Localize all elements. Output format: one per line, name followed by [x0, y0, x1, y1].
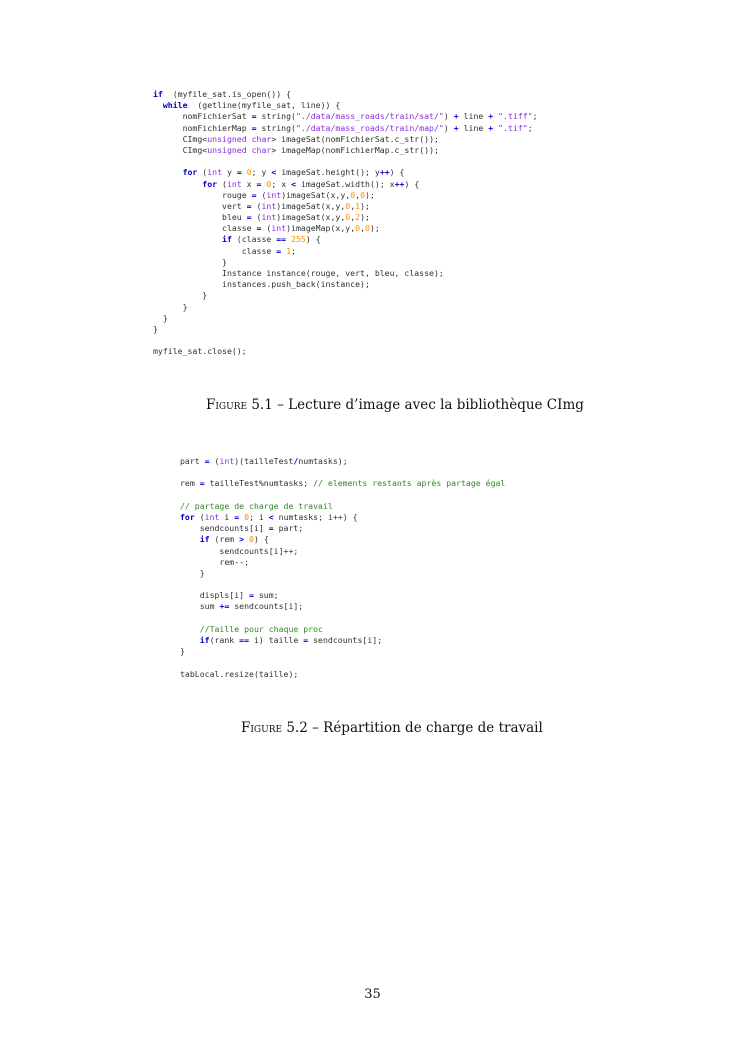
code-token: ) {: [389, 167, 405, 178]
code-line: [153, 346, 538, 357]
code-line: [153, 201, 538, 212]
caption-text: Lecture d’image avec la bibliothèque CImg: [288, 397, 584, 413]
code-token: part;: [273, 523, 304, 534]
code-line: [153, 111, 538, 122]
code-token: bleu: [153, 212, 247, 223]
code-token: +: [488, 111, 494, 122]
code-token: (: [251, 212, 262, 223]
code-token: )imageSat(x,y,: [281, 189, 351, 200]
code-token: while: [162, 100, 188, 111]
code-token: =: [276, 245, 282, 256]
code-line: [153, 290, 538, 301]
caption-text: Répartition de charge de travail: [323, 720, 543, 736]
code-token: ; x: [271, 178, 292, 189]
code-line: [180, 579, 505, 590]
code-token: sendcounts[i];: [308, 635, 383, 645]
figure-label: Figure 5.1: [206, 397, 273, 413]
code-token: }: [153, 312, 168, 323]
code-token: ,: [355, 189, 361, 200]
code-token: > imageMap(nomFichierMap.c_str());: [271, 144, 439, 155]
code-token: instances.push_back(instance);: [153, 279, 370, 290]
code-line: [153, 179, 538, 190]
code-token: ".tif": [493, 122, 528, 133]
code-token: [180, 624, 200, 634]
code-token: +=: [219, 601, 230, 612]
code-line: [153, 89, 538, 100]
code-line: [180, 590, 505, 601]
code-token: (: [197, 167, 208, 178]
code-token: // partage de charge de travail: [180, 500, 333, 511]
code-token: unsigned char: [207, 144, 272, 155]
code-line: [180, 568, 505, 579]
figure-caption-5-1: [206, 397, 584, 413]
code-token: x: [241, 178, 257, 189]
code-token: for: [202, 178, 218, 189]
code-token: "./data/mass_roads/train/sat/": [295, 111, 444, 122]
code-token: =: [251, 189, 257, 200]
code-token: (: [209, 456, 220, 466]
code-token: 1: [286, 245, 292, 256]
code-token: for: [180, 511, 195, 522]
code-token: 0: [249, 534, 254, 545]
code-token: int: [219, 456, 235, 466]
code-token: sum: [180, 601, 220, 612]
code-token: =: [268, 523, 274, 534]
code-token: <: [271, 167, 277, 178]
code-token: );: [365, 189, 375, 200]
code-token: (getline(myfile_sat, line)) {: [187, 100, 341, 111]
code-token: ++: [394, 178, 405, 189]
code-line: [180, 478, 505, 489]
code-token: 0: [345, 200, 351, 211]
figure-label: Figure 5.2: [241, 720, 308, 736]
code-token: +: [448, 111, 459, 122]
code-token: numtasks; i++) {: [273, 511, 358, 522]
code-token: <: [268, 511, 274, 522]
code-token: i: [219, 511, 235, 522]
code-line: [153, 335, 538, 346]
code-line: [153, 212, 538, 223]
code-token: sum;: [253, 590, 279, 601]
code-line: [180, 490, 505, 501]
code-token: [153, 167, 183, 177]
code-token: =: [234, 511, 240, 522]
code-token: ) {: [305, 234, 321, 245]
code-token: )imageMap(x,y,: [286, 223, 356, 234]
code-token: 0: [244, 511, 250, 522]
code-line: [180, 501, 505, 512]
code-line: [180, 646, 505, 657]
code-token: classe: [153, 223, 257, 234]
code-token: tabLocal.resize(taille);: [180, 668, 299, 679]
code-line: [180, 669, 505, 680]
code-line: [180, 467, 505, 478]
code-token: +: [488, 122, 494, 133]
code-token: (myfile_sat.is_open()) {: [162, 89, 292, 99]
code-token: );: [369, 223, 380, 234]
code-token: sendcounts[i]: [180, 523, 269, 534]
code-line: [153, 268, 538, 279]
code-token: =: [249, 590, 254, 601]
code-token: ,: [360, 223, 365, 234]
code-token: int: [204, 511, 220, 522]
code-token: vert: [153, 200, 247, 211]
code-token: (: [251, 200, 262, 211]
code-token: i) taille: [249, 635, 304, 645]
code-line: [153, 156, 538, 167]
code-token: if: [153, 89, 163, 99]
code-token: int: [271, 223, 287, 234]
code-token: 0: [360, 189, 366, 200]
code-line: [153, 100, 538, 111]
code-token: ;: [291, 245, 296, 256]
code-line: [153, 123, 538, 134]
code-token: nomFichierSat: [153, 111, 252, 122]
code-token: =: [251, 122, 257, 133]
code-line: [153, 167, 538, 178]
code-token: [153, 234, 222, 244]
code-line: [153, 134, 538, 145]
code-token: unsigned char: [207, 133, 272, 144]
code-token: part: [180, 456, 205, 466]
caption-separator: –: [312, 720, 319, 736]
code-token: ==: [239, 635, 250, 645]
code-line: [180, 546, 505, 557]
code-token: nomFichierMap: [153, 122, 252, 133]
code-token: =: [199, 478, 205, 489]
code-token: )imageSat(x,y,: [276, 200, 346, 211]
page-number: 35: [364, 987, 381, 1002]
code-token: myfile_sat.close();: [153, 346, 247, 357]
code-token: // elements restants après partage égal: [313, 478, 506, 489]
code-token: );: [360, 212, 370, 223]
code-token: "./data/mass_roads/train/map/": [295, 122, 444, 133]
code-token: (classe: [231, 234, 277, 245]
code-token: <: [291, 178, 297, 189]
figure-caption-5-2: [241, 720, 543, 736]
code-token: =: [256, 223, 262, 234]
code-token: (rem: [209, 534, 240, 545]
code-token: (: [217, 178, 227, 189]
code-line: [153, 257, 538, 268]
code-line: [153, 190, 538, 201]
code-token: [153, 179, 202, 189]
code-listing-figure-5-2: [180, 456, 505, 680]
code-token: +: [448, 122, 459, 133]
code-token: rem: [180, 478, 200, 489]
code-token: ,: [350, 212, 356, 223]
code-token: }: [180, 567, 205, 578]
code-line: [180, 635, 505, 646]
code-token: ; i: [249, 511, 269, 522]
code-token: imageSat.width(); x: [296, 178, 395, 189]
code-token: int: [207, 167, 223, 178]
code-token: 1: [355, 200, 361, 211]
code-token: }: [180, 646, 185, 657]
code-line: [153, 302, 538, 313]
code-token: y: [222, 167, 237, 178]
code-token: ) {: [404, 178, 420, 189]
code-line: [153, 246, 538, 257]
code-token: 255: [291, 234, 306, 245]
code-listing-figure-5-1: [153, 89, 538, 358]
code-token: tailleTest%numtasks;: [204, 478, 314, 489]
code-token: (: [256, 189, 267, 200]
code-token: > imageSat(nomFichierSat.c_str());: [271, 133, 439, 144]
code-token: ++: [379, 167, 390, 178]
code-line: [153, 223, 538, 234]
code-line: [180, 512, 505, 523]
code-token: CImg<: [153, 133, 208, 144]
code-token: (: [261, 223, 272, 234]
code-token: =: [246, 200, 252, 211]
code-token: =: [303, 635, 309, 645]
code-token: numtasks);: [298, 456, 348, 466]
code-line: [180, 523, 505, 534]
code-token: ): [443, 122, 449, 133]
code-token: ==: [276, 234, 287, 245]
code-line: [180, 534, 505, 545]
code-token: Instance instance(rouge, vert, bleu, classe);: [153, 268, 444, 278]
code-token: string(: [256, 122, 296, 133]
code-token: 0: [246, 167, 252, 178]
code-token: =: [256, 178, 262, 189]
code-token: ".tiff": [493, 111, 533, 122]
code-token: if: [199, 635, 210, 645]
code-line: [153, 313, 538, 324]
code-token: if: [199, 534, 210, 545]
code-token: >: [239, 534, 245, 545]
code-token: if: [222, 234, 232, 245]
code-token: =: [246, 212, 252, 223]
code-token: sendcounts[i];: [229, 601, 304, 612]
code-token: (: [194, 511, 205, 522]
code-token: [153, 100, 163, 110]
code-token: sendcounts[i]++;: [180, 545, 299, 556]
code-token: )(tailleTest: [234, 456, 294, 466]
code-token: 0: [345, 212, 351, 223]
code-line: [180, 657, 505, 668]
code-token: 0: [350, 189, 356, 200]
code-token: ) {: [253, 534, 269, 545]
code-token: 2: [355, 212, 361, 223]
code-line: [180, 613, 505, 624]
code-token: =: [251, 111, 257, 122]
code-line: [153, 279, 538, 290]
code-line: [153, 234, 538, 245]
code-token: ;: [532, 111, 538, 122]
code-token: 0: [355, 223, 361, 234]
code-token: )imageSat(x,y,: [276, 212, 346, 223]
code-line: [180, 601, 505, 612]
code-token: int: [261, 212, 277, 223]
code-token: int: [266, 189, 282, 200]
code-token: [180, 635, 200, 645]
code-line: [180, 624, 505, 635]
code-line: [180, 557, 505, 568]
code-token: =: [236, 167, 242, 178]
code-token: classe: [153, 245, 277, 256]
code-token: (rank: [209, 635, 240, 645]
code-token: /: [293, 456, 299, 466]
code-token: ; y: [251, 167, 272, 178]
code-token: ): [443, 111, 449, 122]
code-line: [180, 456, 505, 467]
code-token: 0: [266, 178, 272, 189]
code-token: }: [153, 301, 188, 312]
code-token: line: [458, 122, 489, 133]
code-token: rouge: [153, 189, 252, 200]
code-token: string(: [256, 111, 296, 122]
code-token: int: [261, 200, 277, 211]
code-token: );: [360, 200, 370, 211]
code-token: rem--;: [180, 556, 250, 567]
code-token: ,: [350, 200, 356, 211]
code-token: int: [226, 178, 242, 189]
code-line: [153, 145, 538, 156]
code-token: =: [204, 456, 210, 466]
code-token: }: [153, 323, 158, 334]
code-token: ;: [527, 122, 533, 133]
code-token: //Taille pour chaque proc: [199, 623, 323, 634]
code-token: }: [153, 290, 208, 301]
code-token: 0: [365, 223, 370, 234]
code-token: [180, 534, 200, 544]
code-token: displs[i]: [180, 590, 250, 601]
code-token: }: [153, 256, 227, 267]
code-token: for: [182, 167, 198, 178]
code-token: imageSat.height(); y: [276, 167, 380, 178]
code-token: line: [458, 111, 489, 122]
caption-separator: –: [277, 397, 284, 413]
code-line: [153, 324, 538, 335]
code-token: CImg<: [153, 144, 208, 155]
